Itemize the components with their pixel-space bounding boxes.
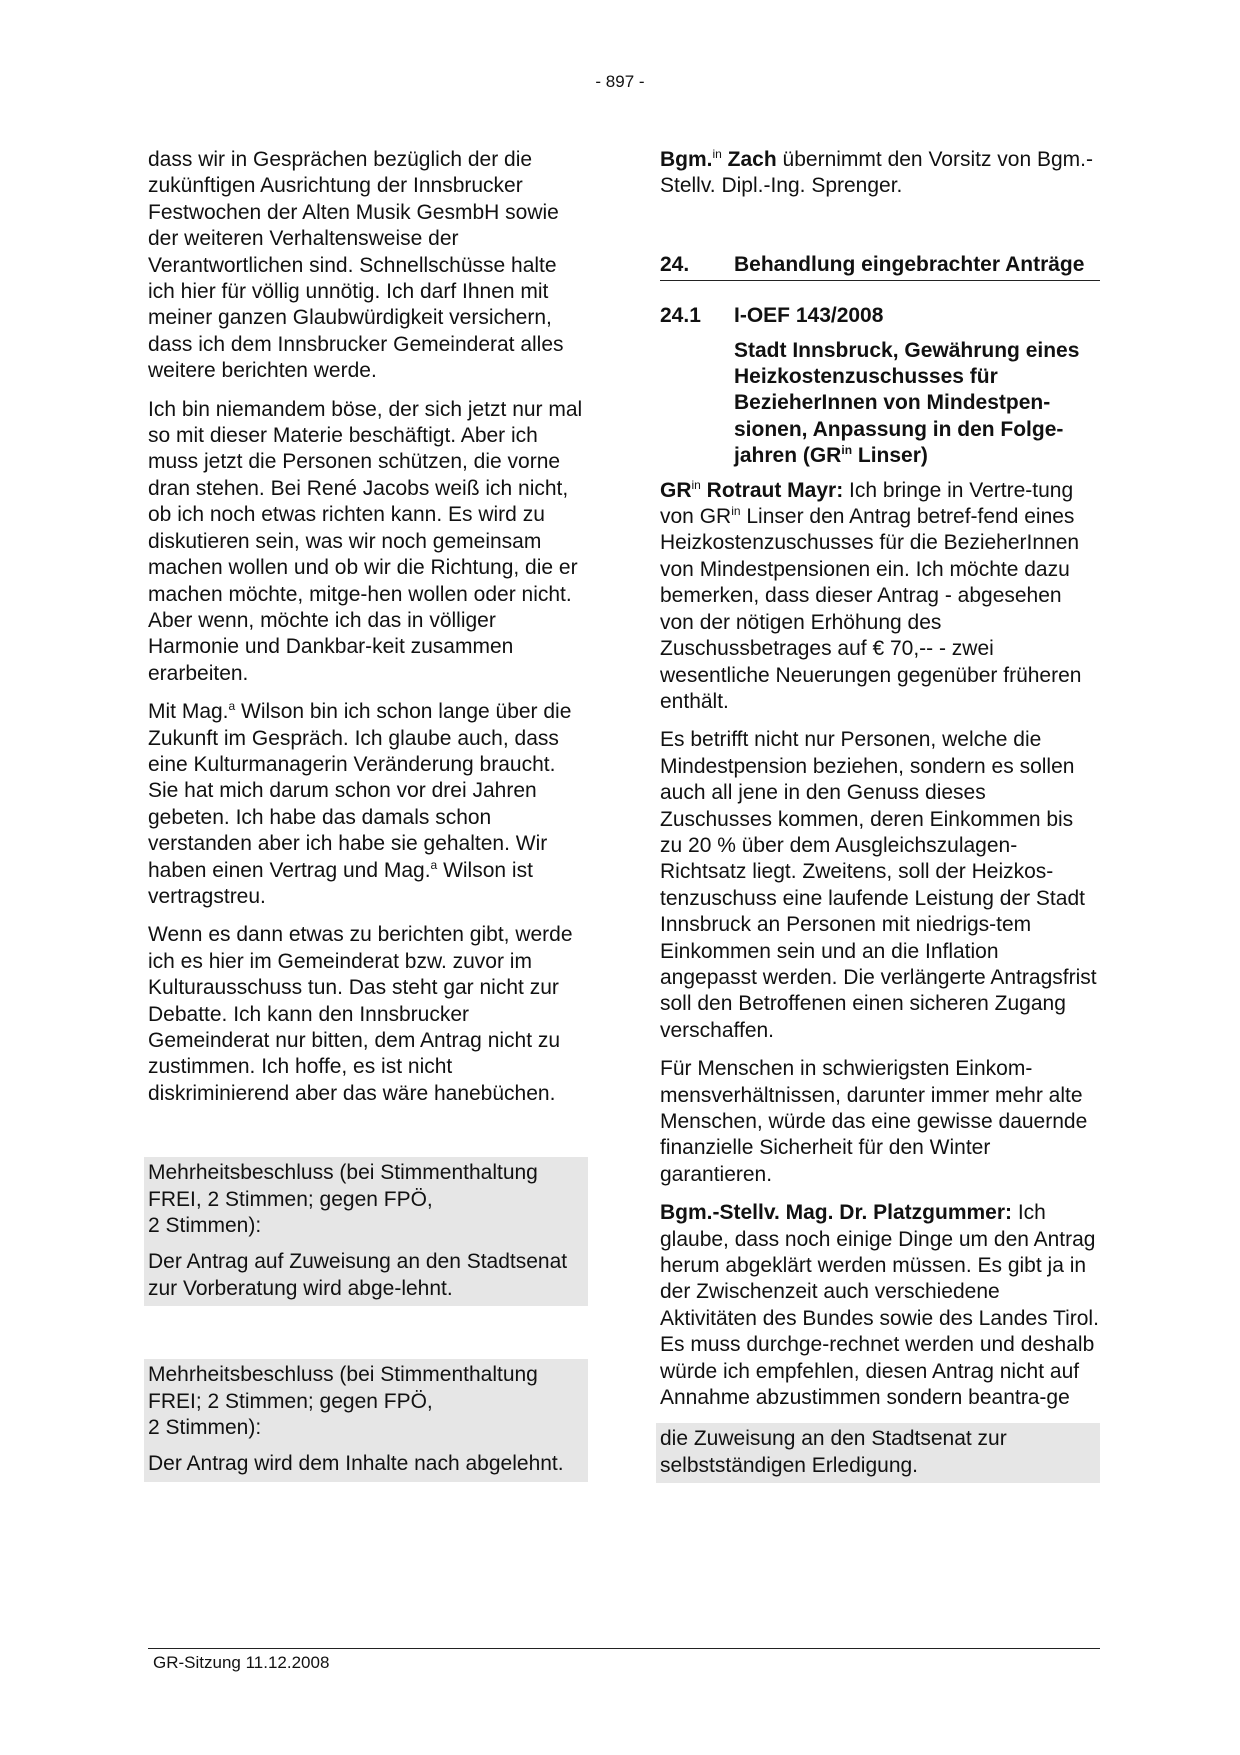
paragraph: dass wir in Gesprächen bezüglich der die zukünftigen Ausrichtung der Innsbrucker Festwochen der Alten Musik GesmbH sowie der weiteren Verhaltensweise der Verantwortlichen sind. Schnellschüsse halte ich hier für völlig unnötig. Ich darf Ihnen mit meiner ganzen Glaubwürdigkeit versichern, dass ich dem Innsbrucker Gemeinderat alles weitere berichten werde. bbox=[148, 148, 564, 383]
right-column bbox=[660, 147, 1100, 1483]
chair-change-note: Bgm.$^{in}$ Zach übernimmt den Vorsitz von Bgm.-Stellv. Dipl.-Ing. Sprenger. bbox=[660, 147, 1093, 198]
resolution-box bbox=[144, 1157, 588, 1306]
motion-text: die Zuweisung an den Stadtsenat zur selbstständigen Erledigung. bbox=[660, 1427, 1007, 1477]
speech-platzgummer: Bgm.-Stellv. Mag. Dr. Platzgummer: Ich glaube, dass noch einige Dinge um den Antrag herum abgeklärt werden müssen. Es gibt ja in der Zwischenzeit auch verschiedene Aktivitäten des Bundes sowie des Landes Tirol. Es muss durchge-rechnet werden und deshalb würde ich empfehlen, diesen Antrag nicht auf Annahme abzustimmen sondern beantra-ge bbox=[660, 1201, 1099, 1410]
subsection-title: Stadt Innsbruck, Gewährung eines Heizkostenzuschusses für BezieherInnen von Mindestpen-sionen, Anpassung in den Folge-jahren ($GR^{in}$ Linser) bbox=[734, 338, 1080, 468]
resolution-box bbox=[144, 1359, 588, 1482]
paragraph: Wenn es dann etwas zu berichten gibt, werde ich es hier im Gemeinderat bzw. zuvor im Kulturausschuss tun. Das steht gar nicht zur Debatte. Ich kann den Innsbrucker Gemeinderat nur bitten, dem Antrag nicht zu zustimmen. Ich hoffe, es ist nicht diskriminierend aber das wäre hanebüchen. bbox=[148, 923, 573, 1105]
paragraph: Für Menschen in schwierigsten Einkom-mensverhältnissen, darunter immer mehr alte Menschen, würde das eine gewisse dauernde finanzielle Sicherheit für den Winter garantieren. bbox=[660, 1057, 1088, 1186]
left-column bbox=[148, 147, 588, 1482]
resolution-text: Der Antrag auf Zuweisung an den Stadtsenat zur Vorberatung wird abge-lehnt. bbox=[148, 1250, 568, 1300]
motion-box bbox=[656, 1423, 1100, 1483]
page-number: - 897 - bbox=[595, 72, 645, 91]
speech-mayr: $GR^{in}$ Rotraut Mayr: Ich bringe in Vertre-tung von $GR^{in}$ Linser den Antrag betref-fend eines Heizkostenzuschusses für die BezieherInnen von Mindestpensionen ein. Ich möchte dazu bemerken, dass dieser Antrag - abgesehen von der nötigen Erhöhung des Zuschussbetrages auf € 70,-- - zwei wesentliche Neuerungen gegenüber früheren enthält. bbox=[660, 477, 1082, 713]
subsection-heading: 24.1 I-OEF 143/2008 bbox=[660, 304, 884, 328]
resolution-header: Mehrheitsbeschluss (bei Stimmenthaltung FREI, 2 Stimmen; gegen FPÖ, 2 Stimmen): bbox=[148, 1161, 538, 1238]
footer-text: GR-Sitzung 11.12.2008 bbox=[153, 1653, 330, 1672]
paragraph: Es betrifft nicht nur Personen, welche die Mindestpension beziehen, sondern es sollen auch all jene in den Genuss dieses Zuschusses kommen, deren Einkommen bis zu 20 % über dem Ausgleichszulagen-Richtsatz liegt. Zweitens, soll der Heizkos-tenzuschuss eine laufende Leistung der Stadt Innsbruck an Personen mit niedrigs-tem Einkommen sein und an die Inflation angepasst werden. Die verlängerte Antragsfrist soll den Betroffenen einen sicheren Zugang verschaffen. bbox=[660, 728, 1097, 1042]
paragraph: Ich bin niemandem böse, der sich jetzt nur mal so mit dieser Materie beschäftigt. Aber ich muss jetzt die Personen schützen, die vorne dran stehen. Bei René Jacobs weiß ich nicht, ob ich noch etwas richten kann. Es wird zu diskutieren sein, was wir noch gemeinsam machen wollen und ob wir die Richtung, die er machen möchte, mitge-hen wollen oder nicht. Aber wenn, möchte ich das in völliger Harmonie und Dankbar-keit zusammen erarbeiten. bbox=[148, 397, 583, 685]
section-heading: 24. Behandlung eingebrachter Anträge bbox=[660, 252, 1100, 281]
resolution-text: Der Antrag wird dem Inhalte nach abgelehnt. bbox=[148, 1452, 564, 1476]
footer-divider bbox=[148, 1648, 1100, 1649]
resolution-header: Mehrheitsbeschluss (bei Stimmenthaltung FREI; 2 Stimmen; gegen FPÖ, 2 Stimmen): bbox=[148, 1363, 538, 1440]
paragraph: Mit Mag.$^a$ Wilson bin ich schon lange über die Zukunft im Gespräch. Ich glaube auch, dass eine Kulturmanagerin Veränderung braucht. Sie hat mich darum schon vor drei Jahren gebeten. Ich habe das damals schon verstanden aber ich habe sie gehalten. Wir haben einen Vertrag und Mag.$^a$ Wilson ist vertragstreu. bbox=[148, 699, 572, 908]
